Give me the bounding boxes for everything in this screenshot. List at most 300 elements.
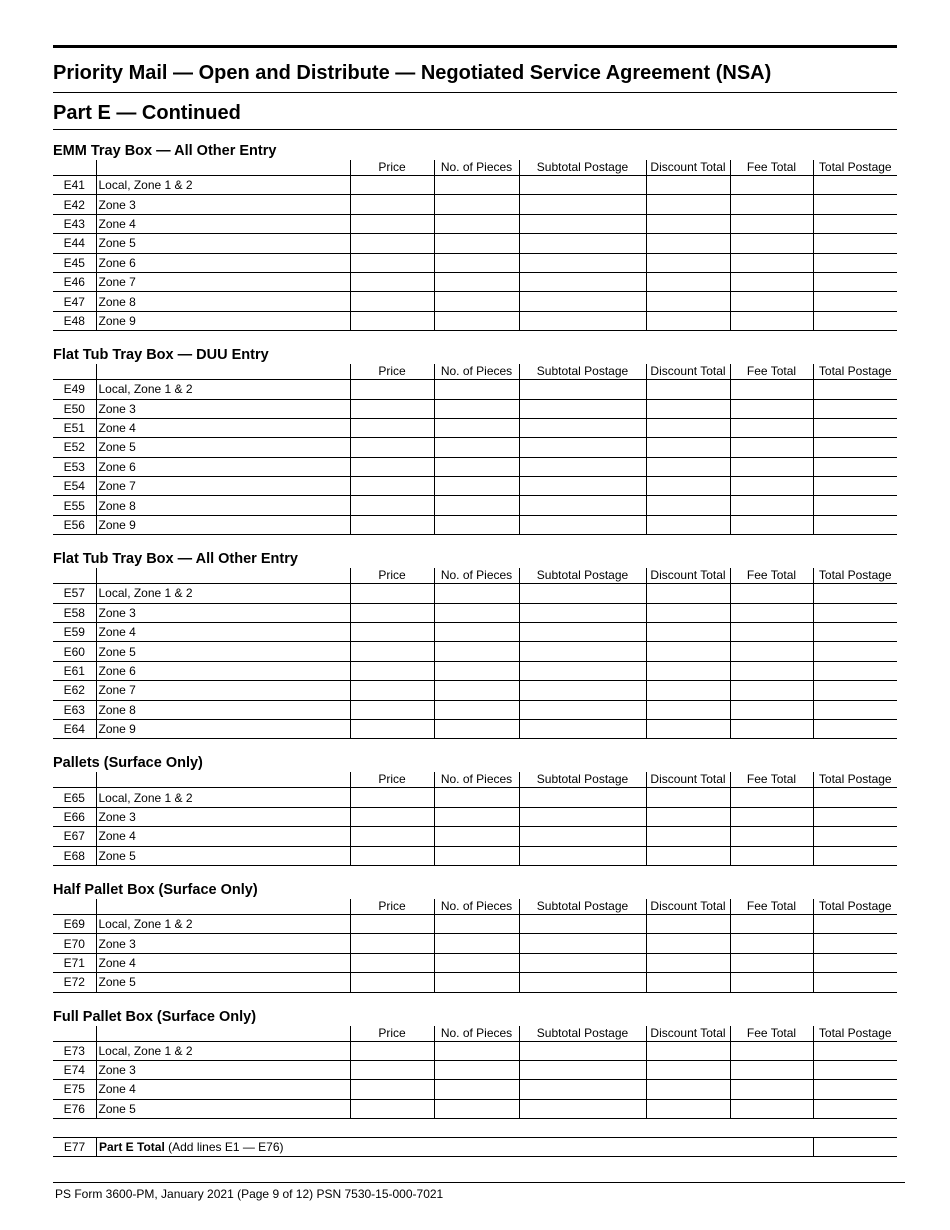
discount-total-input[interactable] bbox=[646, 1099, 730, 1118]
subtotal-postage-input[interactable] bbox=[519, 584, 646, 603]
price-input[interactable] bbox=[350, 934, 434, 953]
subtotal-postage-input[interactable] bbox=[519, 496, 646, 515]
discount-total-input[interactable] bbox=[646, 642, 730, 661]
zone-label: Zone 4 bbox=[96, 418, 350, 437]
subtotal-postage-input[interactable] bbox=[519, 681, 646, 700]
fee-total-input[interactable] bbox=[730, 1099, 813, 1118]
price-input[interactable] bbox=[350, 272, 434, 291]
pieces-input[interactable] bbox=[434, 603, 519, 622]
fee-total-input[interactable] bbox=[730, 584, 813, 603]
pieces-input[interactable] bbox=[434, 700, 519, 719]
discount-total-input[interactable] bbox=[646, 914, 730, 933]
discount-total-input[interactable] bbox=[646, 477, 730, 496]
total-label-bold: Part E Total bbox=[99, 1140, 165, 1155]
fee-total-input[interactable] bbox=[730, 827, 813, 846]
subtotal-postage-input[interactable] bbox=[519, 477, 646, 496]
discount-total-input[interactable] bbox=[646, 311, 730, 330]
pieces-input[interactable] bbox=[434, 214, 519, 233]
total-postage-input[interactable] bbox=[813, 719, 897, 738]
discount-total-input[interactable] bbox=[646, 1041, 730, 1060]
total-postage-input[interactable] bbox=[813, 1080, 897, 1099]
total-postage-input[interactable] bbox=[813, 1099, 897, 1118]
fee-total-input[interactable] bbox=[730, 195, 813, 214]
fee-total-input[interactable] bbox=[730, 515, 813, 534]
line-code: E46 bbox=[53, 272, 96, 291]
subtotal-postage-input[interactable] bbox=[519, 214, 646, 233]
zone-label: Zone 9 bbox=[96, 719, 350, 738]
fee-total-input[interactable] bbox=[730, 438, 813, 457]
discount-total-input[interactable] bbox=[646, 438, 730, 457]
column-header: Discount Total bbox=[646, 1026, 730, 1042]
pieces-input[interactable] bbox=[434, 623, 519, 642]
price-input[interactable] bbox=[350, 234, 434, 253]
blank-header bbox=[53, 899, 96, 915]
total-postage-input[interactable] bbox=[813, 1041, 897, 1060]
column-header: Total Postage bbox=[813, 772, 897, 788]
fee-total-input[interactable] bbox=[730, 623, 813, 642]
total-postage-input[interactable] bbox=[813, 253, 897, 272]
blank-header bbox=[96, 568, 350, 584]
pieces-input[interactable] bbox=[434, 1099, 519, 1118]
fee-total-input[interactable] bbox=[730, 311, 813, 330]
subtotal-postage-input[interactable] bbox=[519, 700, 646, 719]
total-postage-input[interactable] bbox=[813, 234, 897, 253]
table-row bbox=[53, 380, 897, 399]
subtotal-postage-input[interactable] bbox=[519, 1041, 646, 1060]
subtotal-postage-input[interactable] bbox=[519, 1060, 646, 1079]
blank-header bbox=[96, 899, 350, 915]
pieces-input[interactable] bbox=[434, 661, 519, 680]
pieces-input[interactable] bbox=[434, 1080, 519, 1099]
column-header: Discount Total bbox=[646, 160, 730, 176]
discount-total-input[interactable] bbox=[646, 176, 730, 195]
zone-label: Zone 5 bbox=[96, 1099, 350, 1118]
discount-total-input[interactable] bbox=[646, 253, 730, 272]
pieces-input[interactable] bbox=[434, 272, 519, 291]
zone-label: Zone 9 bbox=[96, 515, 350, 534]
zone-label: Zone 6 bbox=[96, 661, 350, 680]
fee-total-input[interactable] bbox=[730, 661, 813, 680]
table-row bbox=[53, 953, 897, 972]
fee-total-input[interactable] bbox=[730, 380, 813, 399]
fee-total-input[interactable] bbox=[730, 603, 813, 622]
subtotal-postage-input[interactable] bbox=[519, 418, 646, 437]
pieces-input[interactable] bbox=[434, 934, 519, 953]
price-input[interactable] bbox=[350, 457, 434, 476]
column-header-row bbox=[53, 364, 897, 380]
subtotal-postage-input[interactable] bbox=[519, 1099, 646, 1118]
section-title: EMM Tray Box — All Other Entry bbox=[53, 143, 277, 159]
zone-label: Local, Zone 1 & 2 bbox=[96, 914, 350, 933]
subtotal-postage-input[interactable] bbox=[519, 642, 646, 661]
zone-label: Local, Zone 1 & 2 bbox=[96, 380, 350, 399]
pieces-input[interactable] bbox=[434, 311, 519, 330]
price-input[interactable] bbox=[350, 176, 434, 195]
section-table bbox=[53, 1026, 897, 1120]
total-postage-input[interactable] bbox=[813, 399, 897, 418]
line-code: E72 bbox=[53, 973, 96, 992]
fee-total-input[interactable] bbox=[730, 1041, 813, 1060]
total-postage-input[interactable] bbox=[813, 788, 897, 807]
discount-total-input[interactable] bbox=[646, 700, 730, 719]
price-input[interactable] bbox=[350, 195, 434, 214]
pieces-input[interactable] bbox=[434, 176, 519, 195]
subtotal-postage-input[interactable] bbox=[519, 846, 646, 865]
price-input[interactable] bbox=[350, 477, 434, 496]
price-input[interactable] bbox=[350, 380, 434, 399]
discount-total-input[interactable] bbox=[646, 1060, 730, 1079]
discount-total-input[interactable] bbox=[646, 584, 730, 603]
fee-total-input[interactable] bbox=[730, 807, 813, 826]
total-postage-input[interactable] bbox=[813, 642, 897, 661]
subtotal-postage-input[interactable] bbox=[519, 807, 646, 826]
subtotal-postage-input[interactable] bbox=[519, 234, 646, 253]
fee-total-input[interactable] bbox=[730, 953, 813, 972]
discount-total-input[interactable] bbox=[646, 515, 730, 534]
sections-container bbox=[53, 142, 897, 1119]
table-row bbox=[53, 214, 897, 233]
price-input[interactable] bbox=[350, 681, 434, 700]
pieces-input[interactable] bbox=[434, 399, 519, 418]
total-postage-input[interactable] bbox=[813, 584, 897, 603]
pieces-input[interactable] bbox=[434, 973, 519, 992]
discount-total-input[interactable] bbox=[646, 681, 730, 700]
section-table bbox=[53, 899, 897, 993]
line-code: E51 bbox=[53, 418, 96, 437]
price-input[interactable] bbox=[350, 700, 434, 719]
subtotal-postage-input[interactable] bbox=[519, 623, 646, 642]
pieces-input[interactable] bbox=[434, 234, 519, 253]
price-input[interactable] bbox=[350, 642, 434, 661]
blank-header bbox=[53, 772, 96, 788]
pieces-input[interactable] bbox=[434, 457, 519, 476]
total-postage-input[interactable] bbox=[813, 457, 897, 476]
discount-total-input[interactable] bbox=[646, 234, 730, 253]
fee-total-input[interactable] bbox=[730, 642, 813, 661]
table-row bbox=[53, 934, 897, 953]
total-postage-input[interactable] bbox=[813, 418, 897, 437]
line-code: E66 bbox=[53, 807, 96, 826]
fee-total-input[interactable] bbox=[730, 700, 813, 719]
discount-total-input[interactable] bbox=[646, 195, 730, 214]
zone-label: Zone 6 bbox=[96, 253, 350, 272]
total-postage-input[interactable] bbox=[813, 953, 897, 972]
total-postage-input[interactable] bbox=[813, 292, 897, 311]
price-input[interactable] bbox=[350, 584, 434, 603]
zone-label: Zone 4 bbox=[96, 953, 350, 972]
line-code: E49 bbox=[53, 380, 96, 399]
pieces-input[interactable] bbox=[434, 496, 519, 515]
discount-total-input[interactable] bbox=[646, 292, 730, 311]
blank-header bbox=[53, 364, 96, 380]
price-input[interactable] bbox=[350, 603, 434, 622]
total-postage-input[interactable] bbox=[813, 1060, 897, 1079]
price-input[interactable] bbox=[350, 973, 434, 992]
fee-total-input[interactable] bbox=[730, 477, 813, 496]
section bbox=[53, 142, 897, 331]
discount-total-input[interactable] bbox=[646, 272, 730, 291]
fee-total-input[interactable] bbox=[730, 292, 813, 311]
fee-total-input[interactable] bbox=[730, 272, 813, 291]
pieces-input[interactable] bbox=[434, 438, 519, 457]
pieces-input[interactable] bbox=[434, 253, 519, 272]
total-postage-input[interactable] bbox=[813, 515, 897, 534]
section-title: Half Pallet Box (Surface Only) bbox=[53, 881, 258, 898]
fee-total-input[interactable] bbox=[730, 399, 813, 418]
pieces-input[interactable] bbox=[434, 807, 519, 826]
subtotal-postage-input[interactable] bbox=[519, 827, 646, 846]
fee-total-input[interactable] bbox=[730, 914, 813, 933]
pieces-input[interactable] bbox=[434, 380, 519, 399]
fee-total-input[interactable] bbox=[730, 496, 813, 515]
total-postage-input[interactable] bbox=[813, 681, 897, 700]
price-input[interactable] bbox=[350, 788, 434, 807]
pieces-input[interactable] bbox=[434, 584, 519, 603]
fee-total-input[interactable] bbox=[730, 934, 813, 953]
total-postage-input[interactable] bbox=[813, 477, 897, 496]
line-code: E52 bbox=[53, 438, 96, 457]
total-postage-input[interactable] bbox=[813, 807, 897, 826]
table-row bbox=[53, 603, 897, 622]
price-input[interactable] bbox=[350, 1060, 434, 1079]
discount-total-input[interactable] bbox=[646, 719, 730, 738]
form-title: Priority Mail — Open and Distribute — Negotiated Service Agreement (NSA) bbox=[53, 62, 772, 84]
fee-total-input[interactable] bbox=[730, 234, 813, 253]
zone-label: Zone 3 bbox=[96, 807, 350, 826]
total-postage-input[interactable] bbox=[813, 380, 897, 399]
price-input[interactable] bbox=[350, 1041, 434, 1060]
subtotal-postage-input[interactable] bbox=[519, 914, 646, 933]
total-postage-input[interactable] bbox=[813, 623, 897, 642]
zone-label: Zone 3 bbox=[96, 934, 350, 953]
total-postage-input[interactable] bbox=[813, 214, 897, 233]
subtotal-postage-input[interactable] bbox=[519, 953, 646, 972]
blank-header bbox=[96, 364, 350, 380]
price-input[interactable] bbox=[350, 623, 434, 642]
discount-total-input[interactable] bbox=[646, 214, 730, 233]
pieces-input[interactable] bbox=[434, 1060, 519, 1079]
total-postage-input[interactable] bbox=[813, 914, 897, 933]
table-row bbox=[53, 623, 897, 642]
column-header: No. of Pieces bbox=[434, 899, 519, 915]
discount-total-input[interactable] bbox=[646, 399, 730, 418]
total-postage-input[interactable] bbox=[813, 827, 897, 846]
discount-total-input[interactable] bbox=[646, 807, 730, 826]
price-input[interactable] bbox=[350, 496, 434, 515]
section-title: Flat Tub Tray Box — All Other Entry bbox=[53, 551, 298, 568]
total-postage-input[interactable] bbox=[813, 272, 897, 291]
price-input[interactable] bbox=[350, 438, 434, 457]
column-header: Total Postage bbox=[813, 1026, 897, 1042]
line-code: E76 bbox=[53, 1099, 96, 1118]
zone-label: Zone 5 bbox=[96, 973, 350, 992]
subtotal-postage-input[interactable] bbox=[519, 253, 646, 272]
price-input[interactable] bbox=[350, 1080, 434, 1099]
line-code: E50 bbox=[53, 399, 96, 418]
table-row bbox=[53, 253, 897, 272]
total-postage-input[interactable] bbox=[813, 973, 897, 992]
price-input[interactable] bbox=[350, 292, 434, 311]
line-code: E73 bbox=[53, 1041, 96, 1060]
discount-total-input[interactable] bbox=[646, 603, 730, 622]
price-input[interactable] bbox=[350, 953, 434, 972]
discount-total-input[interactable] bbox=[646, 846, 730, 865]
form-footer: PS Form 3600-PM, January 2021 (Page 9 of 12) PSN 7530-15-000-7021 bbox=[53, 1182, 905, 1201]
subtotal-postage-input[interactable] bbox=[519, 399, 646, 418]
pieces-input[interactable] bbox=[434, 195, 519, 214]
price-input[interactable] bbox=[350, 399, 434, 418]
total-postage-input[interactable] bbox=[813, 1138, 897, 1156]
pieces-input[interactable] bbox=[434, 642, 519, 661]
subtotal-postage-input[interactable] bbox=[519, 311, 646, 330]
column-header: Fee Total bbox=[730, 568, 813, 584]
subtotal-postage-input[interactable] bbox=[519, 176, 646, 195]
fee-total-input[interactable] bbox=[730, 1060, 813, 1079]
price-input[interactable] bbox=[350, 253, 434, 272]
pieces-input[interactable] bbox=[434, 719, 519, 738]
line-code: E59 bbox=[53, 623, 96, 642]
total-postage-input[interactable] bbox=[813, 311, 897, 330]
subtotal-postage-input[interactable] bbox=[519, 195, 646, 214]
column-header: Fee Total bbox=[730, 160, 813, 176]
pieces-input[interactable] bbox=[434, 846, 519, 865]
total-postage-input[interactable] bbox=[813, 438, 897, 457]
part-subtitle: Part E — Continued bbox=[53, 102, 241, 124]
fee-total-input[interactable] bbox=[730, 1080, 813, 1099]
section-table bbox=[53, 160, 897, 331]
column-header: Total Postage bbox=[813, 899, 897, 915]
table-row bbox=[53, 584, 897, 603]
zone-label: Zone 8 bbox=[96, 496, 350, 515]
total-postage-input[interactable] bbox=[813, 700, 897, 719]
discount-total-input[interactable] bbox=[646, 1080, 730, 1099]
total-postage-input[interactable] bbox=[813, 176, 897, 195]
price-input[interactable] bbox=[350, 846, 434, 865]
discount-total-input[interactable] bbox=[646, 827, 730, 846]
discount-total-input[interactable] bbox=[646, 623, 730, 642]
price-input[interactable] bbox=[350, 1099, 434, 1118]
price-input[interactable] bbox=[350, 418, 434, 437]
table-row bbox=[53, 418, 897, 437]
pieces-input[interactable] bbox=[434, 418, 519, 437]
table-row bbox=[53, 788, 897, 807]
fee-total-input[interactable] bbox=[730, 846, 813, 865]
table-row bbox=[53, 807, 897, 826]
line-code: E45 bbox=[53, 253, 96, 272]
price-input[interactable] bbox=[350, 661, 434, 680]
column-header: Fee Total bbox=[730, 364, 813, 380]
pieces-input[interactable] bbox=[434, 788, 519, 807]
discount-total-input[interactable] bbox=[646, 973, 730, 992]
fee-total-input[interactable] bbox=[730, 973, 813, 992]
column-header: Subtotal Postage bbox=[519, 568, 646, 584]
column-header: Discount Total bbox=[646, 772, 730, 788]
pieces-input[interactable] bbox=[434, 292, 519, 311]
zone-label: Local, Zone 1 & 2 bbox=[96, 1041, 350, 1060]
subtotal-postage-input[interactable] bbox=[519, 661, 646, 680]
pieces-input[interactable] bbox=[434, 827, 519, 846]
line-code: E77 bbox=[63, 1140, 86, 1155]
total-postage-input[interactable] bbox=[813, 846, 897, 865]
discount-total-input[interactable] bbox=[646, 953, 730, 972]
fee-total-input[interactable] bbox=[730, 681, 813, 700]
fee-total-input[interactable] bbox=[730, 418, 813, 437]
line-code: E48 bbox=[53, 311, 96, 330]
table-row bbox=[53, 311, 897, 330]
subtotal-postage-input[interactable] bbox=[519, 719, 646, 738]
total-postage-input[interactable] bbox=[813, 195, 897, 214]
total-postage-input[interactable] bbox=[813, 661, 897, 680]
fee-total-input[interactable] bbox=[730, 457, 813, 476]
line-code: E58 bbox=[53, 603, 96, 622]
discount-total-input[interactable] bbox=[646, 418, 730, 437]
zone-label: Zone 7 bbox=[96, 272, 350, 291]
subtotal-postage-input[interactable] bbox=[519, 457, 646, 476]
price-input[interactable] bbox=[350, 515, 434, 534]
subtotal-postage-input[interactable] bbox=[519, 272, 646, 291]
price-input[interactable] bbox=[350, 214, 434, 233]
discount-total-input[interactable] bbox=[646, 934, 730, 953]
table-row bbox=[53, 496, 897, 515]
pieces-input[interactable] bbox=[434, 515, 519, 534]
subtotal-postage-input[interactable] bbox=[519, 515, 646, 534]
total-label-rest: (Add lines E1 — E76) bbox=[164, 1140, 284, 1155]
price-input[interactable] bbox=[350, 807, 434, 826]
subtotal-postage-input[interactable] bbox=[519, 438, 646, 457]
line-code: E44 bbox=[53, 234, 96, 253]
subtotal-postage-input[interactable] bbox=[519, 788, 646, 807]
subtotal-postage-input[interactable] bbox=[519, 380, 646, 399]
pieces-input[interactable] bbox=[434, 681, 519, 700]
fee-total-input[interactable] bbox=[730, 176, 813, 195]
pieces-input[interactable] bbox=[434, 953, 519, 972]
pieces-input[interactable] bbox=[434, 914, 519, 933]
column-header: Fee Total bbox=[730, 772, 813, 788]
line-code: E55 bbox=[53, 496, 96, 515]
fee-total-input[interactable] bbox=[730, 719, 813, 738]
discount-total-input[interactable] bbox=[646, 661, 730, 680]
discount-total-input[interactable] bbox=[646, 380, 730, 399]
total-postage-input[interactable] bbox=[813, 934, 897, 953]
price-input[interactable] bbox=[350, 827, 434, 846]
fee-total-input[interactable] bbox=[730, 788, 813, 807]
price-input[interactable] bbox=[350, 719, 434, 738]
pieces-input[interactable] bbox=[434, 477, 519, 496]
subtotal-postage-input[interactable] bbox=[519, 934, 646, 953]
discount-total-input[interactable] bbox=[646, 788, 730, 807]
blank-header bbox=[96, 160, 350, 176]
price-input[interactable] bbox=[350, 311, 434, 330]
subtotal-postage-input[interactable] bbox=[519, 973, 646, 992]
subtotal-postage-input[interactable] bbox=[519, 292, 646, 311]
discount-total-input[interactable] bbox=[646, 457, 730, 476]
pieces-input[interactable] bbox=[434, 1041, 519, 1060]
column-header: No. of Pieces bbox=[434, 568, 519, 584]
section-title: Full Pallet Box (Surface Only) bbox=[53, 1008, 257, 1025]
section-table bbox=[53, 772, 897, 866]
zone-label: Zone 3 bbox=[96, 1060, 350, 1079]
fee-total-input[interactable] bbox=[730, 214, 813, 233]
table-row bbox=[53, 515, 897, 534]
fee-total-input[interactable] bbox=[730, 253, 813, 272]
subtotal-postage-input[interactable] bbox=[519, 1080, 646, 1099]
subtotal-postage-input[interactable] bbox=[519, 603, 646, 622]
table-row bbox=[53, 1080, 897, 1099]
total-postage-input[interactable] bbox=[813, 603, 897, 622]
total-postage-input[interactable] bbox=[813, 496, 897, 515]
discount-total-input[interactable] bbox=[646, 496, 730, 515]
price-input[interactable] bbox=[350, 914, 434, 933]
